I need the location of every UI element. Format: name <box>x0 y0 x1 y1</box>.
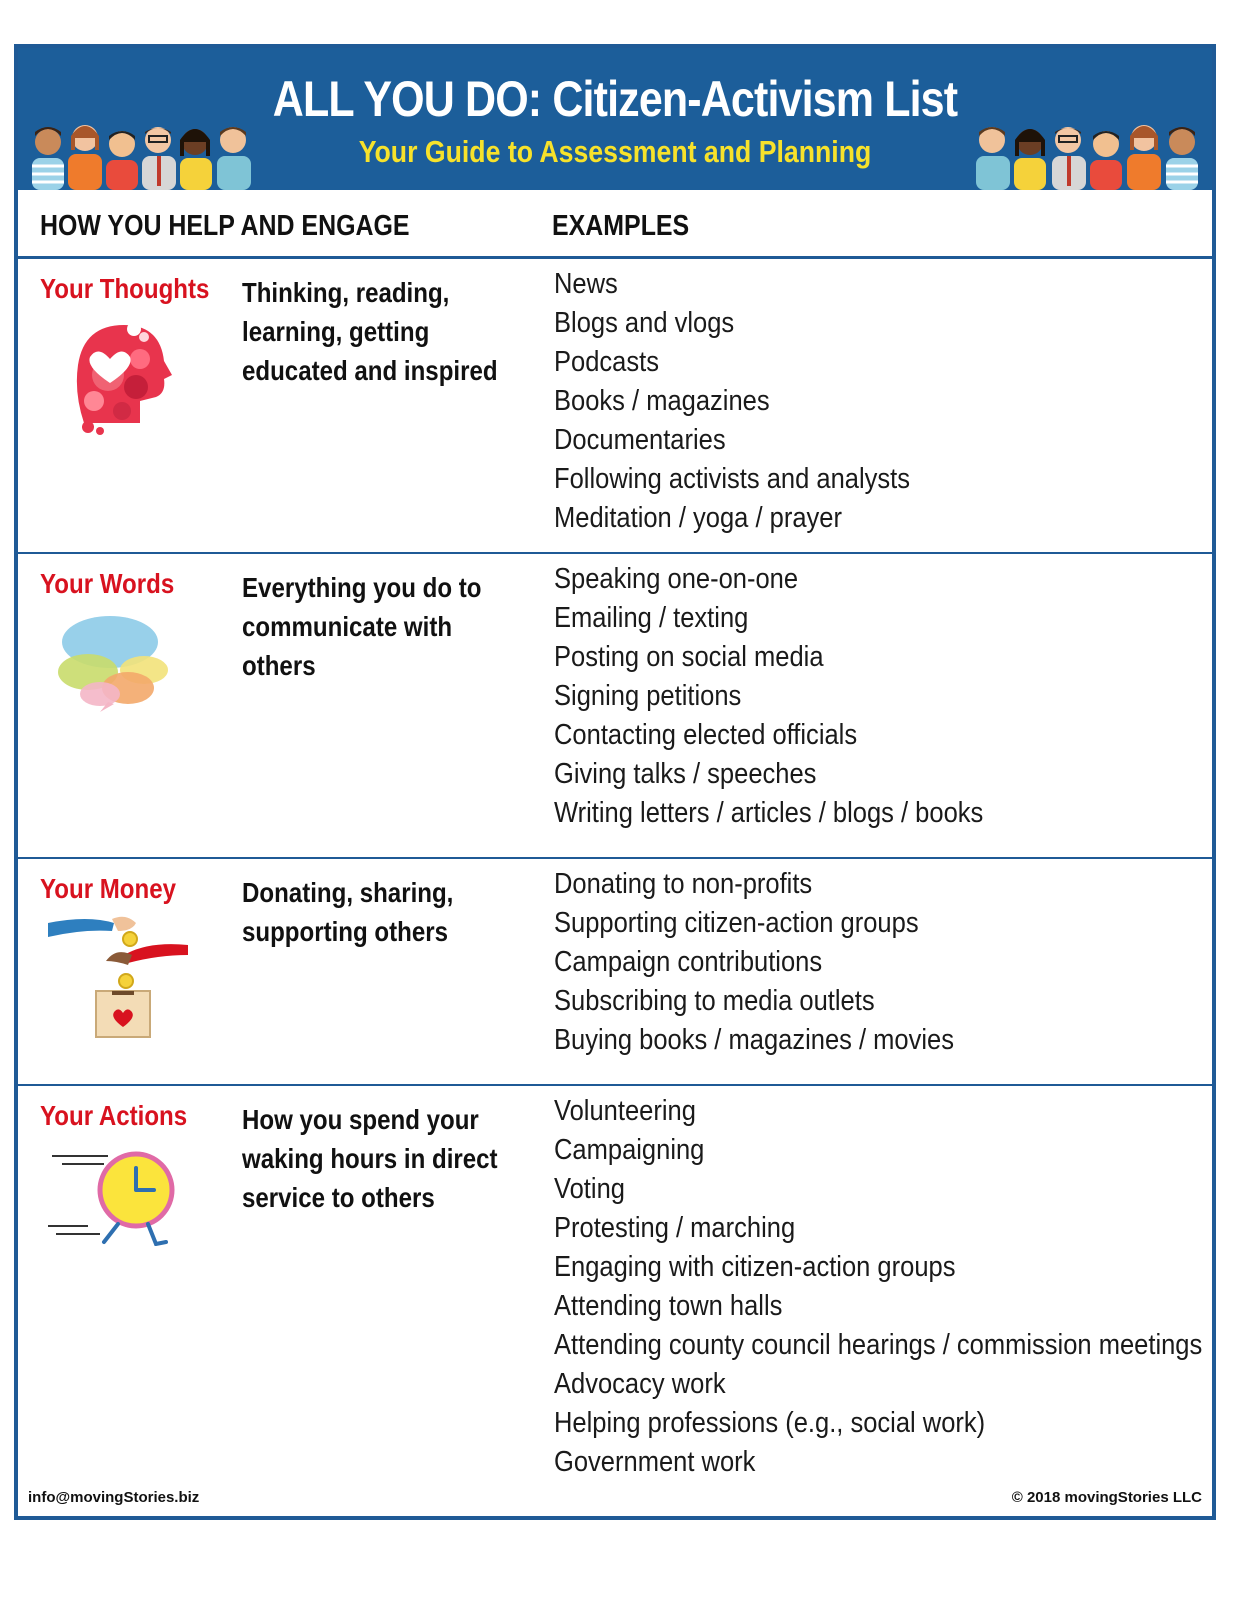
category-label: Your Thoughts <box>40 273 210 304</box>
list-item: Attending county council hearings / commission meetings <box>554 1329 1203 1361</box>
list-item: Speaking one-on-one <box>554 563 799 595</box>
page-subtitle: Your Guide to Assessment and Planning <box>358 134 872 169</box>
list-item: Subscribing to media outlets <box>554 985 875 1017</box>
list-item: Documentaries <box>554 424 726 456</box>
list-item: Protesting / marching <box>554 1212 796 1244</box>
list-item: Following activists and analysts <box>554 463 911 495</box>
examples-list <box>554 265 959 538</box>
list-item: Books / magazines <box>554 385 770 417</box>
category-label: Your Actions <box>40 1100 188 1131</box>
list-item: Donating to non-profits <box>554 868 813 900</box>
speech-bubbles-icon <box>48 612 178 712</box>
donation-box-icon <box>48 915 188 1039</box>
list-item: Supporting citizen-action groups <box>554 907 919 939</box>
examples-list <box>554 865 1009 1060</box>
list-item: Government work <box>554 1446 756 1478</box>
list-item: News <box>554 268 618 300</box>
examples-list <box>554 560 1042 833</box>
row-words <box>18 554 1212 859</box>
category-description: Everything you do to communicate with others <box>242 572 482 681</box>
list-item: Giving talks / speeches <box>554 758 817 790</box>
list-item: Campaign contributions <box>554 946 823 978</box>
category-description: Donating, sharing, supporting others <box>242 877 454 947</box>
contact-email: info@movingStories.biz <box>28 1489 200 1506</box>
row-actions <box>18 1086 1212 1518</box>
category-description: Thinking, reading, learning, getting educated and inspired <box>242 277 498 386</box>
column-header-how: HOW YOU HELP AND ENGAGE <box>40 210 410 242</box>
row-thoughts <box>18 259 1212 554</box>
header-banner <box>18 48 1212 190</box>
list-item: Voting <box>554 1173 625 1205</box>
head-with-heart-icon <box>48 315 178 435</box>
list-item: Podcasts <box>554 346 659 378</box>
list-item: Posting on social media <box>554 641 824 673</box>
list-item: Attending town halls <box>554 1290 783 1322</box>
people-group-icon <box>972 120 1202 190</box>
list-item: Meditation / yoga / prayer <box>554 502 842 534</box>
document-frame <box>14 44 1216 1520</box>
list-item: Advocacy work <box>554 1368 726 1400</box>
page-title: ALL YOU DO: Citizen-Activism List <box>272 71 958 127</box>
examples-list <box>554 1092 1258 1482</box>
row-money <box>18 859 1212 1086</box>
column-headers <box>18 194 1212 259</box>
running-clock-icon <box>48 1146 188 1246</box>
list-item: Campaigning <box>554 1134 705 1166</box>
category-label: Your Money <box>40 873 177 904</box>
list-item: Signing petitions <box>554 680 742 712</box>
list-item: Emailing / texting <box>554 602 749 634</box>
copyright-notice: © 2018 movingStories LLC <box>1011 1489 1202 1506</box>
category-label: Your Words <box>40 568 175 599</box>
column-header-examples: EXAMPLES <box>552 210 690 242</box>
category-description: How you spend your waking hours in direct service to others <box>242 1104 498 1213</box>
list-item: Volunteering <box>554 1095 696 1127</box>
list-item: Helping professions (e.g., social work) <box>554 1407 986 1439</box>
list-item: Contacting elected officials <box>554 719 858 751</box>
list-item: Engaging with citizen-action groups <box>554 1251 956 1283</box>
list-item: Writing letters / articles / blogs / books <box>554 797 984 829</box>
list-item: Blogs and vlogs <box>554 307 735 339</box>
list-item: Buying books / magazines / movies <box>554 1024 955 1056</box>
